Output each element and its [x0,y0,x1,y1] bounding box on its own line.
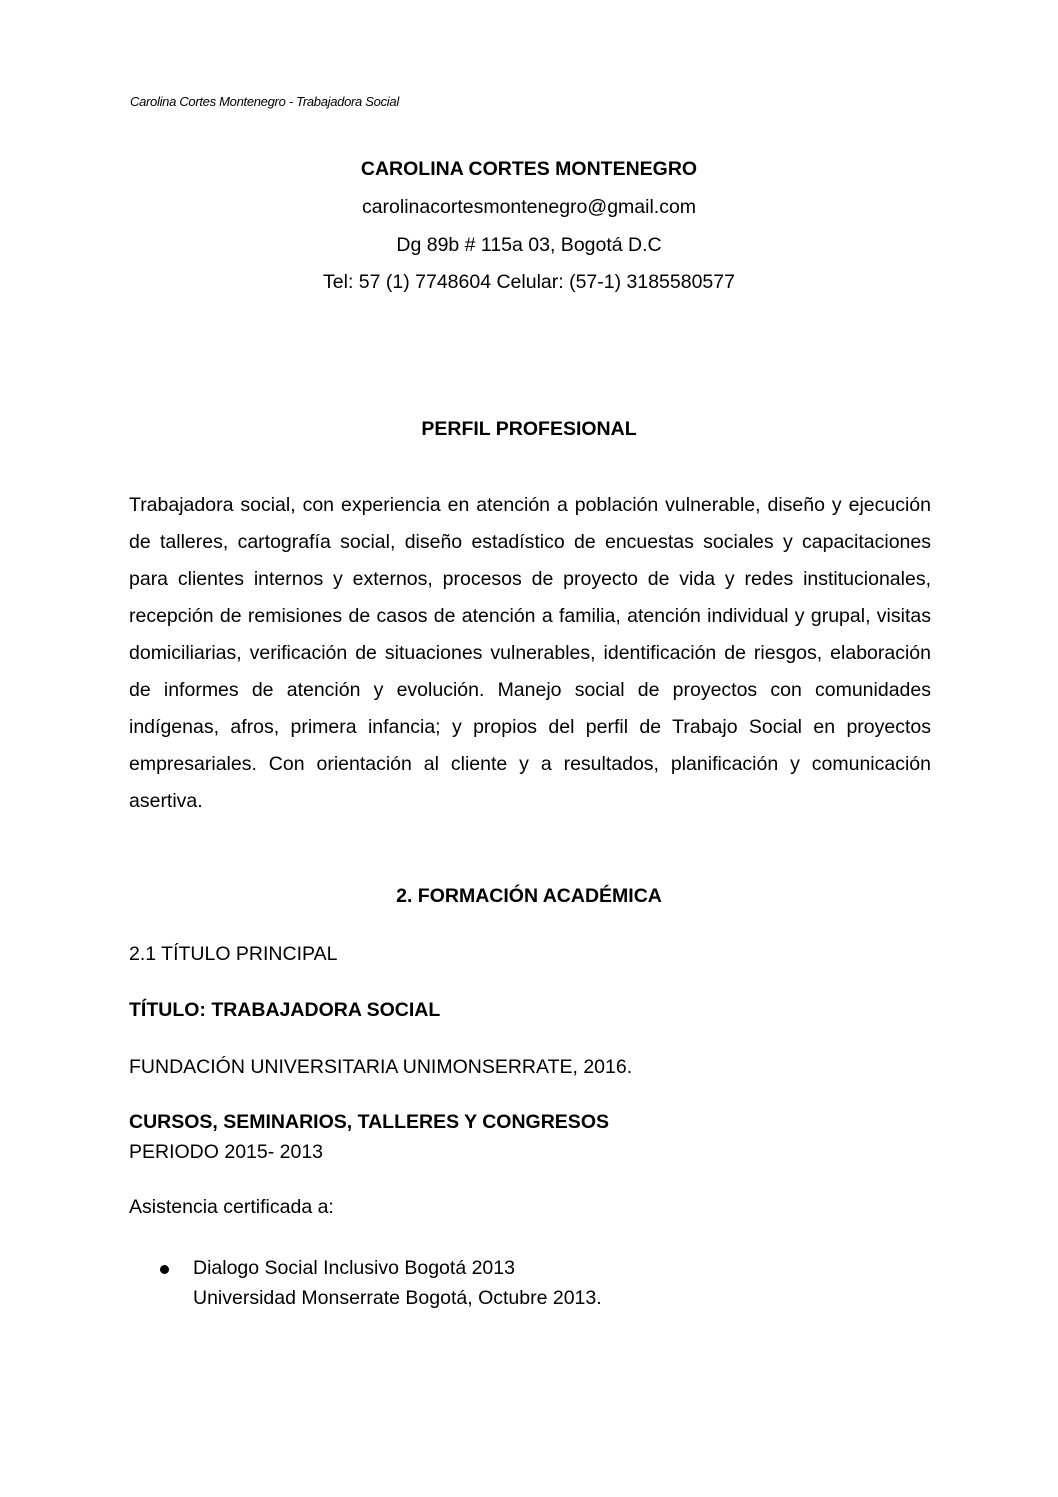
institution: FUNDACIÓN UNIVERSITARIA UNIMONSERRATE, 2016. [129,1056,633,1078]
contact-email: carolinacortesmontenegro@gmail.com [361,196,697,218]
degree-title: TÍTULO: TRABAJADORA SOCIAL [129,999,441,1021]
perfil-text: Trabajadora social, con experiencia en atención a población vulnerable, diseño y ejecución de talleres, cartografía social, diseño estadístico de encuestas sociales y capacitaciones para clientes internos y externos, procesos de proyecto de vida y redes institucionales, recepción de remisiones de casos de atención a familia, atención individual y grupal, visitas domiciliarias, verificación de situaciones vulnerables, identificación de riesgos, elaboración de informes de atención y evolución. Manejo social de proyectos con comunidades indígenas, afros, primera infancia; y propios del perfil de Trabajo Social en proyectos empresariales. Con orientación al cliente y a resultados, planificación y comunicación asertiva. [129,494,931,812]
course-name: Dialogo Social Inclusivo Bogotá 2013 [193,1257,515,1279]
list-item-text [193,1253,602,1313]
candidate-name: CAROLINA CORTES MONTENEGRO [360,158,698,180]
courses-heading: CURSOS, SEMINARIOS, TALLERES Y CONGRESOS [129,1111,609,1133]
running-header: Carolina Cortes Montenegro - Trabajadora Social [130,94,399,109]
bullet-icon [160,1265,169,1274]
course-detail: Universidad Monserrate Bogotá, Octubre 2013. [193,1287,602,1309]
contact-phones: Tel: 57 (1) 7748604 Celular: (57-1) 3185580577 [323,271,735,293]
formacion-heading: 2. FORMACIÓN ACADÉMICA [396,885,662,907]
perfil-heading: PERFIL PROFESIONAL [421,418,637,440]
attendance-label: Asistencia certificada a: [129,1196,334,1218]
period: PERIODO 2015- 2013 [129,1141,324,1163]
contact-address: Dg 89b # 115a 03, Bogotá D.C [396,234,662,256]
titulo-principal-subheading: 2.1 TÍTULO PRINCIPAL [129,943,338,965]
